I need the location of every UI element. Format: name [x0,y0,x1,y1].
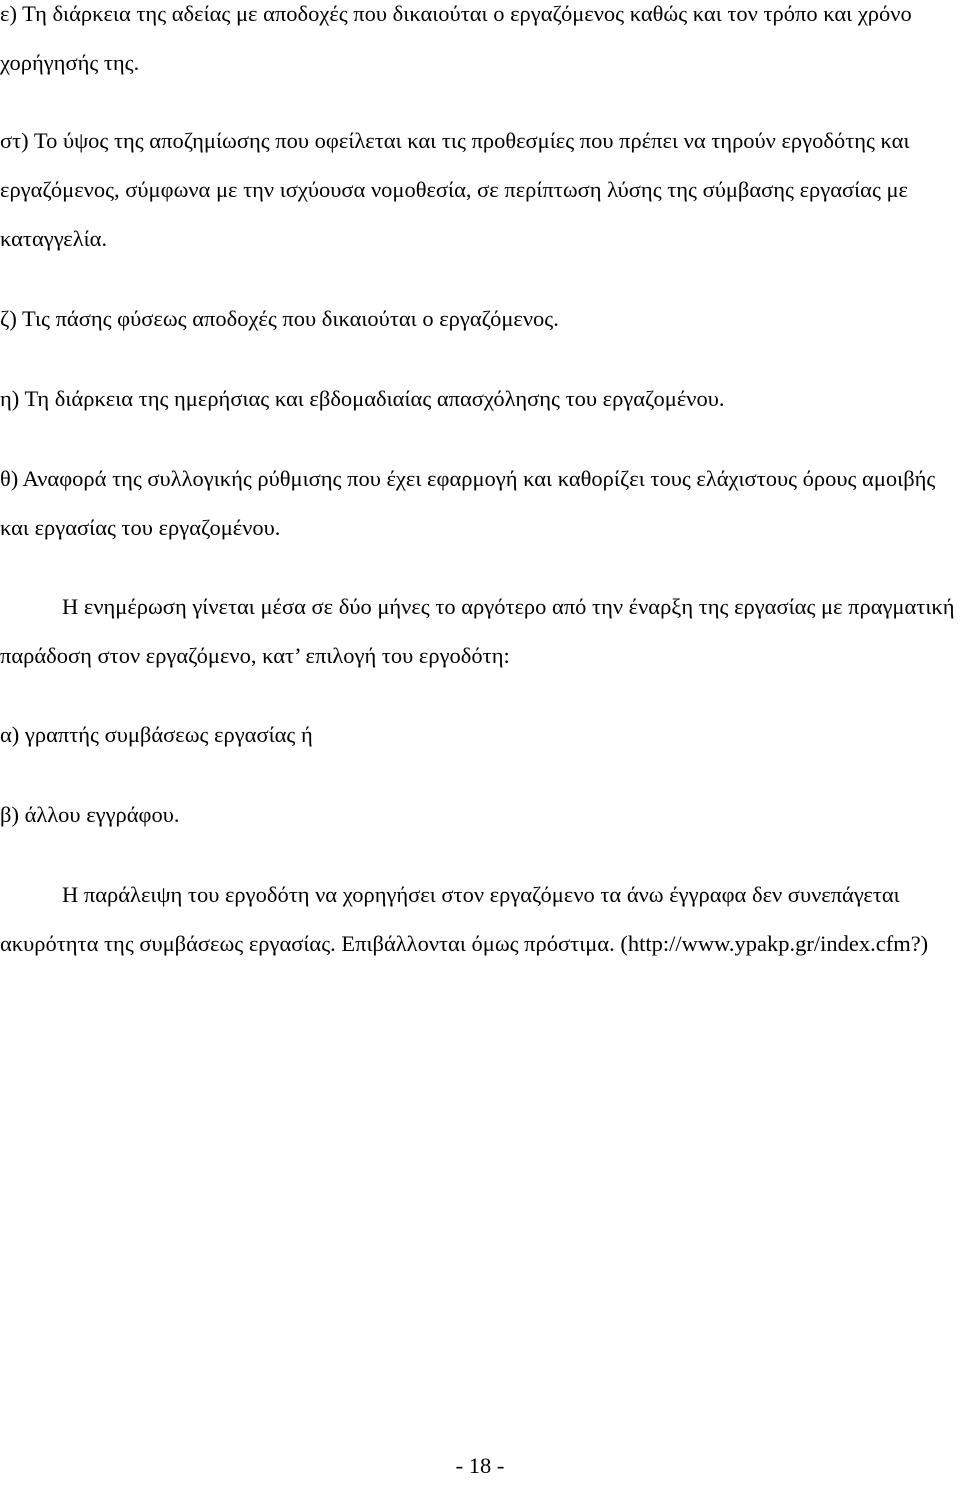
page-number: - 18 - [455,1453,505,1478]
paragraph-enimerosi: Η ενημέρωση γίνεται μέσα σε δύο μήνες το αργότερο από την έναρξη της εργασίας με πραγματική παράδοση στον εργαζόμενο, κατ’ επιλογή του εργοδότη: [0,594,955,668]
paragraph-z: ζ) Τις πάσης φύσεως αποδοχές που δικαιούται ο εργαζόμενος. [0,306,559,331]
paragraph-th: θ) Αναφορά της συλλογικής ρύθμισης που έχει εφαρμογή και καθορίζει τους ελάχιστους όρους αμοιβής και εργασίας του εργαζομένου. [0,466,936,540]
paragraph-paraleipsi: Η παράλειψη του εργοδότη να χορηγήσει στον εργαζόμενο τα άνω έγγραφα δεν συνεπάγεται ακυρότητα της συμβάσεως εργασίας. Επιβάλλονται όμως πρόστιμα. (http://www.ypakp.gr/index.cfm?) [0,882,929,956]
paragraph-h: η) Τη διάρκεια της ημερήσιας και εβδομαδιαίας απασχόλησης του εργαζομένου. [0,386,725,411]
paragraph-st: στ) Το ύψος της αποζημίωσης που οφείλεται και τις προθεσμίες που πρέπει να τηρούν εργοδότης και εργαζόμενος, σύμφωνα με την ισχύουσα νομοθεσία, σε περίπτωση λύσης της σύμβασης εργασίας με καταγγελία. [0,128,910,251]
paragraph-e: ε) Τη διάρκεια της αδείας με αποδοχές που δικαιούται ο εργαζόμενος καθώς και τον τρόπο και χρόνο χορήγησής της. [0,1,912,75]
paragraph-a: α) γραπτής συμβάσεως εργασίας ή [0,722,313,747]
paragraph-b: β) άλλου εγγράφου. [0,802,180,827]
